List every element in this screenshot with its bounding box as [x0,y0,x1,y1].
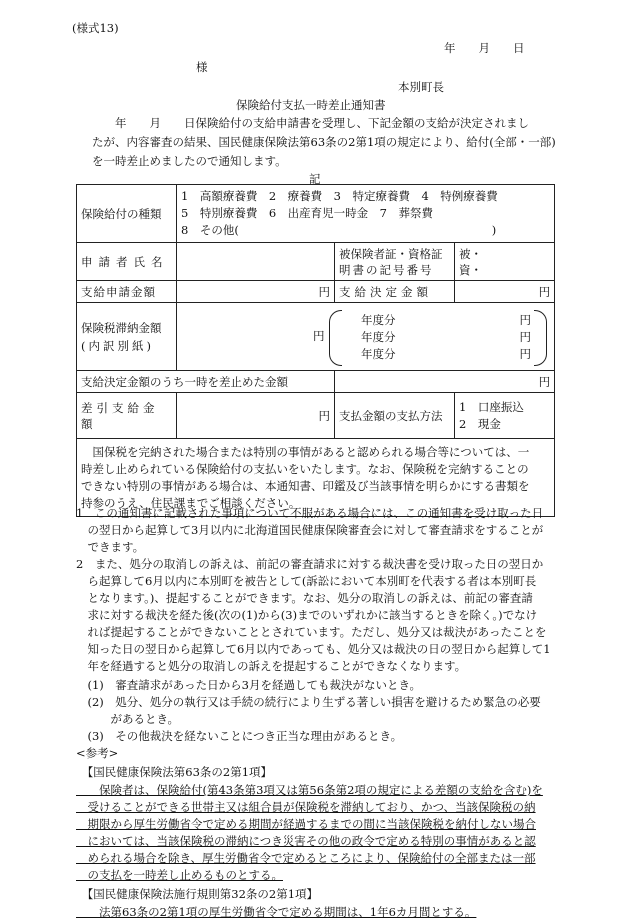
shi-prefix: 資・ [459,262,482,277]
regulation-heading: 【国民健康保険法施行規則第32条の2第1項】 [76,887,319,901]
applicant-name-label: 申請者氏名 [77,243,177,281]
note-line: (1) 審査請求があった日から3月を経過しても裁決がないとき。 [76,678,422,692]
payment-method-option: 1 口座振込 [459,399,524,414]
document-title: 保険給付支払一時差止通知書 [236,98,386,112]
note-line: (2) 処分、処分の執行又は手続の続行により生ずる著しい損害を避けるため緊急の必要 [76,695,541,709]
insured-number-label [335,243,455,281]
reference-heading: <参考> [76,746,119,760]
claim-amount-yen: 円 [177,281,335,303]
fiscal-year-yen: 円 [519,312,531,327]
addressee-suffix: 様 [196,60,208,74]
intro-line-3: を一時差止めましたので通知します。 [92,154,287,168]
row-benefit-kind [77,185,555,243]
note-line: (3) その他裁決を経ないことにつき正当な理由があるとき。 [76,729,403,743]
fiscal-year-part: 年度分 [361,312,396,327]
note-line: 求に対する裁決を経た後(次の(1)から(3)までのいずれかに該当するときを除く。)でなけ [76,608,538,622]
held-amount-label: 支給決定金額のうち一時を差止めた金額 [77,371,335,393]
notice-line: 国保税を完納された場合または特別の事情があると認められる場合等については、一 [81,444,530,459]
benefit-kind-options [177,185,555,243]
notice-line: 持参のうえ、住民課までご相談ください。 [81,495,301,510]
applicant-name-value [177,243,335,281]
note-line: があるとき。 [76,712,180,726]
note-line: 年を経過すると処分の取消しの訴えを提起することができなくなります。 [76,659,467,673]
intro-line-2: たが、内容審査の結果、国民健康保険法第63条の2第1項の規定により、給付(全部・一部) [92,135,556,149]
benefit-kind-line: 8 その他( ) [181,223,497,237]
note-line: 1 この通知書に記載された事項について不服がある場合には、この通知書を受け取った日 [76,506,544,520]
note-line: ら起算して6月以内に本別町を被告として(訴訟において本別町を代表する者は本別町長 [76,574,537,588]
notice-line: できない特別の事情がある場合は、本通知書、印鑑及び当該事情を明らかにする書類を [81,478,530,493]
insured-number-label-line: 明書の記号番号 [339,262,434,277]
decided-amount-yen: 円 [455,281,555,303]
row-held-amount [77,371,555,393]
issuer: 本別町長 [398,80,444,94]
arrears-label-line: 保険税滞納金額 [81,320,162,335]
fiscal-year-yen: 円 [519,346,531,361]
law-text-line: められる場合を除き、厚生労働省令で定めるところにより、保険給付の全部または一部 [76,851,536,865]
law-text-line: 保険者は、保険給付(第43条第3項又は第56条第2項の規定による差額の支給を含む)を [76,783,543,797]
note-line: となります。)、提起することができます。なお、処分の取消しの訴えは、前記の審査請 [76,591,533,605]
law-text-line: の支払を一時差し止めるものとする。 [76,868,283,882]
decided-amount-label: 支給決定金額 [335,281,455,303]
insured-number-label-line: 被保険者証・資格証 [339,246,443,261]
fiscal-year-part: 年度分 [361,329,396,344]
payment-method-options [455,393,555,439]
benefit-kind-label: 保険給付の種類 [77,185,177,243]
form-number: (様式13) [72,21,119,35]
payment-method-option: 2 現金 [459,416,501,431]
fiscal-year-yen: 円 [519,329,531,344]
note-line: の翌日から起算して3月以内に北海道国民健康保険審査会に対して審査請求をすることが [76,523,544,537]
law-text-line: においては、当該保険税の滞納につき災害その他の政令で定める特別の事情があると認 [76,834,536,848]
left-brace [329,310,342,366]
ki-heading: 記 [309,172,321,186]
arrears-label [77,303,177,371]
row-net-amount [77,393,555,439]
law-text-line: 期限から厚生労働省令で定める期間が経過するまでの間に当該保険税を納付しない場合 [76,817,536,831]
intro-line-1: 年 月 日保険給付の支給申請書を受理し、下記金額の支給が決定されまし [92,116,529,130]
note-line: 2 また、処分の取消しの訴えは、前記の審査請求に対する裁決書を受け取った日の翌日か [76,557,544,571]
note-line: れば提起することができないこととされています。ただし、処分又は裁決があったことを [76,625,547,639]
date-line: 年 月 日 [444,41,525,55]
claim-amount-label: 支給申請金額 [77,281,177,303]
payment-method-label: 支払金額の支払方法 [335,393,455,439]
arrears-value [177,303,555,371]
row-amounts [77,281,555,303]
note-line: できます。 [76,540,145,554]
benefit-kind-line: 5 特別療養費 6 出産育児一時金 7 葬祭費 [181,206,433,220]
row-applicant [77,243,555,281]
law-text-line: 受けることができる世帯主又は組合員が保険税を滞納しており、かつ、当該保険税の納 [76,800,536,814]
held-amount-yen: 円 [335,371,555,393]
law-heading: 【国民健康保険法第63条の2第1項】 [76,765,273,779]
row-arrears [77,303,555,371]
hi-prefix: 被・ [459,246,482,261]
arrears-label-sub: (内訳別紙) [81,338,154,353]
fiscal-year-part: 年度分 [361,346,396,361]
notice-line: 時差し止められている保険給付の支払いをいたします。なお、保険税を完納することの [81,461,529,476]
benefit-kind-line: 1 高額療養費 2 療養費 3 特定療養費 4 特例療養費 [181,189,498,203]
net-amount-label: 差引支給金額 [77,393,177,439]
arrears-total-yen: 円 [313,328,325,343]
insured-number-value [455,243,555,281]
notice-form-table [76,184,555,517]
net-amount-yen: 円 [177,393,335,439]
right-brace [534,310,547,366]
regulation-text-line: 法第63条の2第1項の厚生労働省令で定める期間は、1年6カ月間とする。 [76,905,477,919]
note-line: 知った日の翌日から起算して6月以内であっても、処分又は裁決の日の翌日から起算して1 [76,642,551,656]
